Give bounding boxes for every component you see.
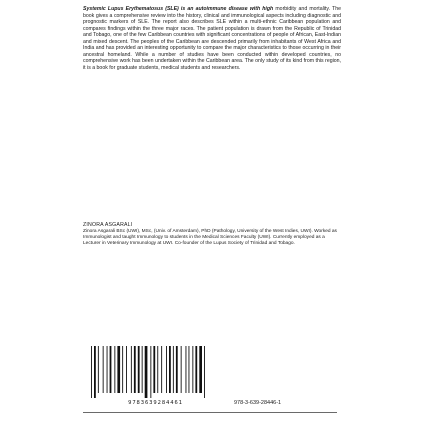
barcode [83,346,228,408]
barcode-bar [117,346,120,393]
barcode-bar [181,346,182,393]
barcode-bar [204,346,205,398]
barcode-bar [145,346,148,398]
barcode-bar [192,346,193,393]
barcode-bar [107,346,108,393]
barcode-bar [131,346,132,393]
barcode-bar [134,346,136,393]
barcode-bar [98,346,99,393]
barcode-bar [186,346,187,393]
isbn-number: 978-3-639-28446-1 [234,400,282,406]
barcode-bar [122,346,123,393]
barcode-bar [142,346,143,393]
barcode-digits: 9783639284461 [128,400,183,406]
bottom-rule [83,412,337,413]
barcode-bar [126,346,127,393]
barcode-bar [176,346,178,393]
book-description [83,6,341,71]
barcode-bar [166,346,167,393]
barcode-bar [169,346,171,393]
description-lead: Systemic Lupus Erythematosus (SLE) is an autoimmune disease with high [83,6,274,12]
barcode-bar [173,346,174,393]
barcode-bar [94,346,96,398]
barcode-bar [150,346,151,398]
barcode-bars [83,346,228,398]
barcode-bar [157,346,158,393]
barcode-bar [91,346,92,398]
author-bio: Zinora Asgarali BSc (UWI), MSc, (Univ. of Amsterdam), PhD (Pathology, University of the West Indies, UWI). Worked as Immunologist and taught Immunology to students in the Medical Sciences Faculty (UWI). Currently employed as a Lecturer in Veterinary Immunology at UWI. Co-founder of the Lupus Society of Trinidad and Tobago. [83,229,337,247]
barcode-bar [153,346,155,393]
barcode-bar [189,346,190,393]
barcode-bar [199,346,202,393]
barcode-bar [195,346,197,393]
barcode-bar [110,346,112,393]
description-body: morbidity and mortality. The book gives a comprehensive review into the history, clinical and immunological aspects including diagnostic and prognostic markers of SLE. The report also describes SLE within a multi-ethnic Caribbean population and compares findings within the three major races. The patient population is drawn from the Republic of Trinidad and Tobago, one of the few Caribbean countries with significant concentrations of people of African, East-Indian and mixed descent. The peoples of the Caribbean are descended primarily from inhabitants of West Africa and India and has provided an interesting opportunity to compare the major characteristics to those occurring in their ancestral homeland. While a number of studies have been conducted within developed countries, no comprehensive work has been undertaken within the Caribbean area. The only study of its kind from this region, it is a book for graduate students, medical students and researchers. [83,6,341,71]
barcode-bar [114,346,115,393]
author-name: ZINORA ASGARALI [83,222,133,228]
barcode-bar [103,346,104,393]
barcode-bar [138,346,140,393]
barcode-bar [161,346,162,393]
